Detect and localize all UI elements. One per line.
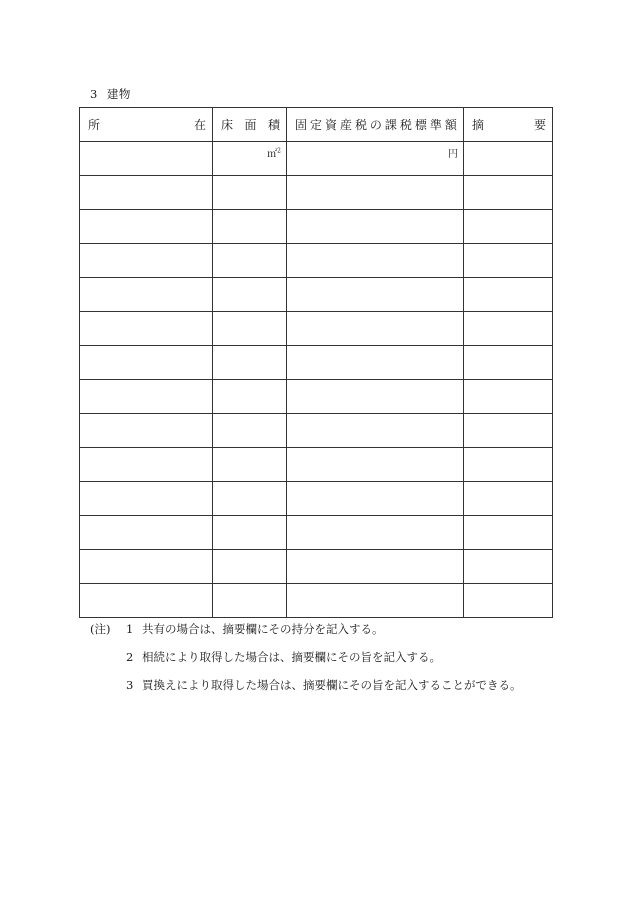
floor-area-cell[interactable]	[213, 244, 287, 278]
location-cell[interactable]	[80, 516, 213, 550]
tax-base-cell[interactable]	[287, 210, 464, 244]
header-tax-base: 固 定 資 産 税 の 課 税 標 準 額	[287, 108, 464, 142]
table-row	[80, 448, 553, 482]
remarks-cell[interactable]	[464, 584, 553, 618]
table-row	[80, 244, 553, 278]
table-row	[80, 312, 553, 346]
section-heading	[90, 86, 131, 102]
tax-base-cell[interactable]	[287, 550, 464, 584]
location-cell[interactable]	[80, 244, 213, 278]
location-cell[interactable]	[80, 278, 213, 312]
remarks-cell[interactable]	[464, 244, 553, 278]
yen-unit: 円	[448, 149, 458, 160]
tax-base-cell[interactable]	[287, 584, 464, 618]
location-cell[interactable]	[80, 312, 213, 346]
tax-base-cell[interactable]	[287, 176, 464, 210]
location-cell[interactable]	[80, 380, 213, 414]
table-row	[80, 176, 553, 210]
note-item	[90, 652, 522, 680]
area-unit: ㎡$^2$	[267, 147, 281, 160]
tax-base-cell[interactable]	[287, 142, 464, 176]
table-header-row	[80, 108, 553, 142]
remarks-cell[interactable]	[464, 550, 553, 584]
remarks-cell[interactable]	[464, 278, 553, 312]
notes-label: (注)	[90, 622, 111, 636]
location-cell[interactable]	[80, 448, 213, 482]
tax-base-cell[interactable]	[287, 448, 464, 482]
floor-area-cell[interactable]	[213, 210, 287, 244]
remarks-cell[interactable]	[464, 312, 553, 346]
notes	[90, 624, 522, 708]
tax-base-cell[interactable]	[287, 346, 464, 380]
floor-area-cell[interactable]	[213, 482, 287, 516]
table-row	[80, 550, 553, 584]
remarks-cell[interactable]	[464, 380, 553, 414]
location-cell[interactable]	[80, 346, 213, 380]
location-cell[interactable]	[80, 584, 213, 618]
floor-area-cell[interactable]	[213, 278, 287, 312]
floor-area-cell[interactable]	[213, 516, 287, 550]
floor-area-cell[interactable]	[213, 142, 287, 176]
section-number: 3	[90, 87, 98, 101]
location-cell[interactable]	[80, 176, 213, 210]
header-floor-area: 床 面 積	[213, 108, 287, 142]
tax-base-cell[interactable]	[287, 482, 464, 516]
table-row	[80, 584, 553, 618]
tax-base-cell[interactable]	[287, 312, 464, 346]
building-table	[79, 107, 553, 618]
tax-base-cell[interactable]	[287, 278, 464, 312]
note-text: 共有の場合は、摘要欄にその持分を記入する。	[142, 622, 384, 636]
location-cell[interactable]	[80, 414, 213, 448]
table-row	[80, 380, 553, 414]
remarks-cell[interactable]	[464, 448, 553, 482]
location-cell[interactable]	[80, 482, 213, 516]
table-row	[80, 516, 553, 550]
floor-area-cell[interactable]	[213, 346, 287, 380]
remarks-cell[interactable]	[464, 482, 553, 516]
remarks-cell[interactable]	[464, 346, 553, 380]
table-row	[80, 278, 553, 312]
tax-base-cell[interactable]	[287, 516, 464, 550]
tax-base-cell[interactable]	[287, 244, 464, 278]
section-title: 建物	[106, 87, 131, 101]
table-row	[80, 142, 553, 176]
table-row	[80, 482, 553, 516]
remarks-cell[interactable]	[464, 142, 553, 176]
tax-base-cell[interactable]	[287, 380, 464, 414]
location-cell[interactable]	[80, 142, 213, 176]
remarks-cell[interactable]	[464, 210, 553, 244]
floor-area-cell[interactable]	[213, 448, 287, 482]
table-row	[80, 414, 553, 448]
table-row	[80, 210, 553, 244]
floor-area-cell[interactable]	[213, 414, 287, 448]
floor-area-cell[interactable]	[213, 550, 287, 584]
location-cell[interactable]	[80, 210, 213, 244]
floor-area-cell[interactable]	[213, 584, 287, 618]
floor-area-cell[interactable]	[213, 312, 287, 346]
note-number: 2	[126, 650, 134, 664]
remarks-cell[interactable]	[464, 516, 553, 550]
note-number: 1	[126, 622, 134, 636]
note-text: 買換えにより取得した場合は、摘要欄にその旨を記入することができる。	[142, 678, 522, 692]
note-text: 相続により取得した場合は、摘要欄にその旨を記入する。	[142, 650, 441, 664]
floor-area-cell[interactable]	[213, 380, 287, 414]
tax-base-cell[interactable]	[287, 414, 464, 448]
floor-area-cell[interactable]	[213, 176, 287, 210]
note-number: 3	[126, 678, 134, 692]
note-item	[90, 624, 522, 652]
header-location: 所 在	[80, 108, 213, 142]
location-cell[interactable]	[80, 550, 213, 584]
table-row	[80, 346, 553, 380]
note-item	[90, 680, 522, 708]
remarks-cell[interactable]	[464, 176, 553, 210]
remarks-cell[interactable]	[464, 414, 553, 448]
header-remarks: 摘 要	[464, 108, 553, 142]
